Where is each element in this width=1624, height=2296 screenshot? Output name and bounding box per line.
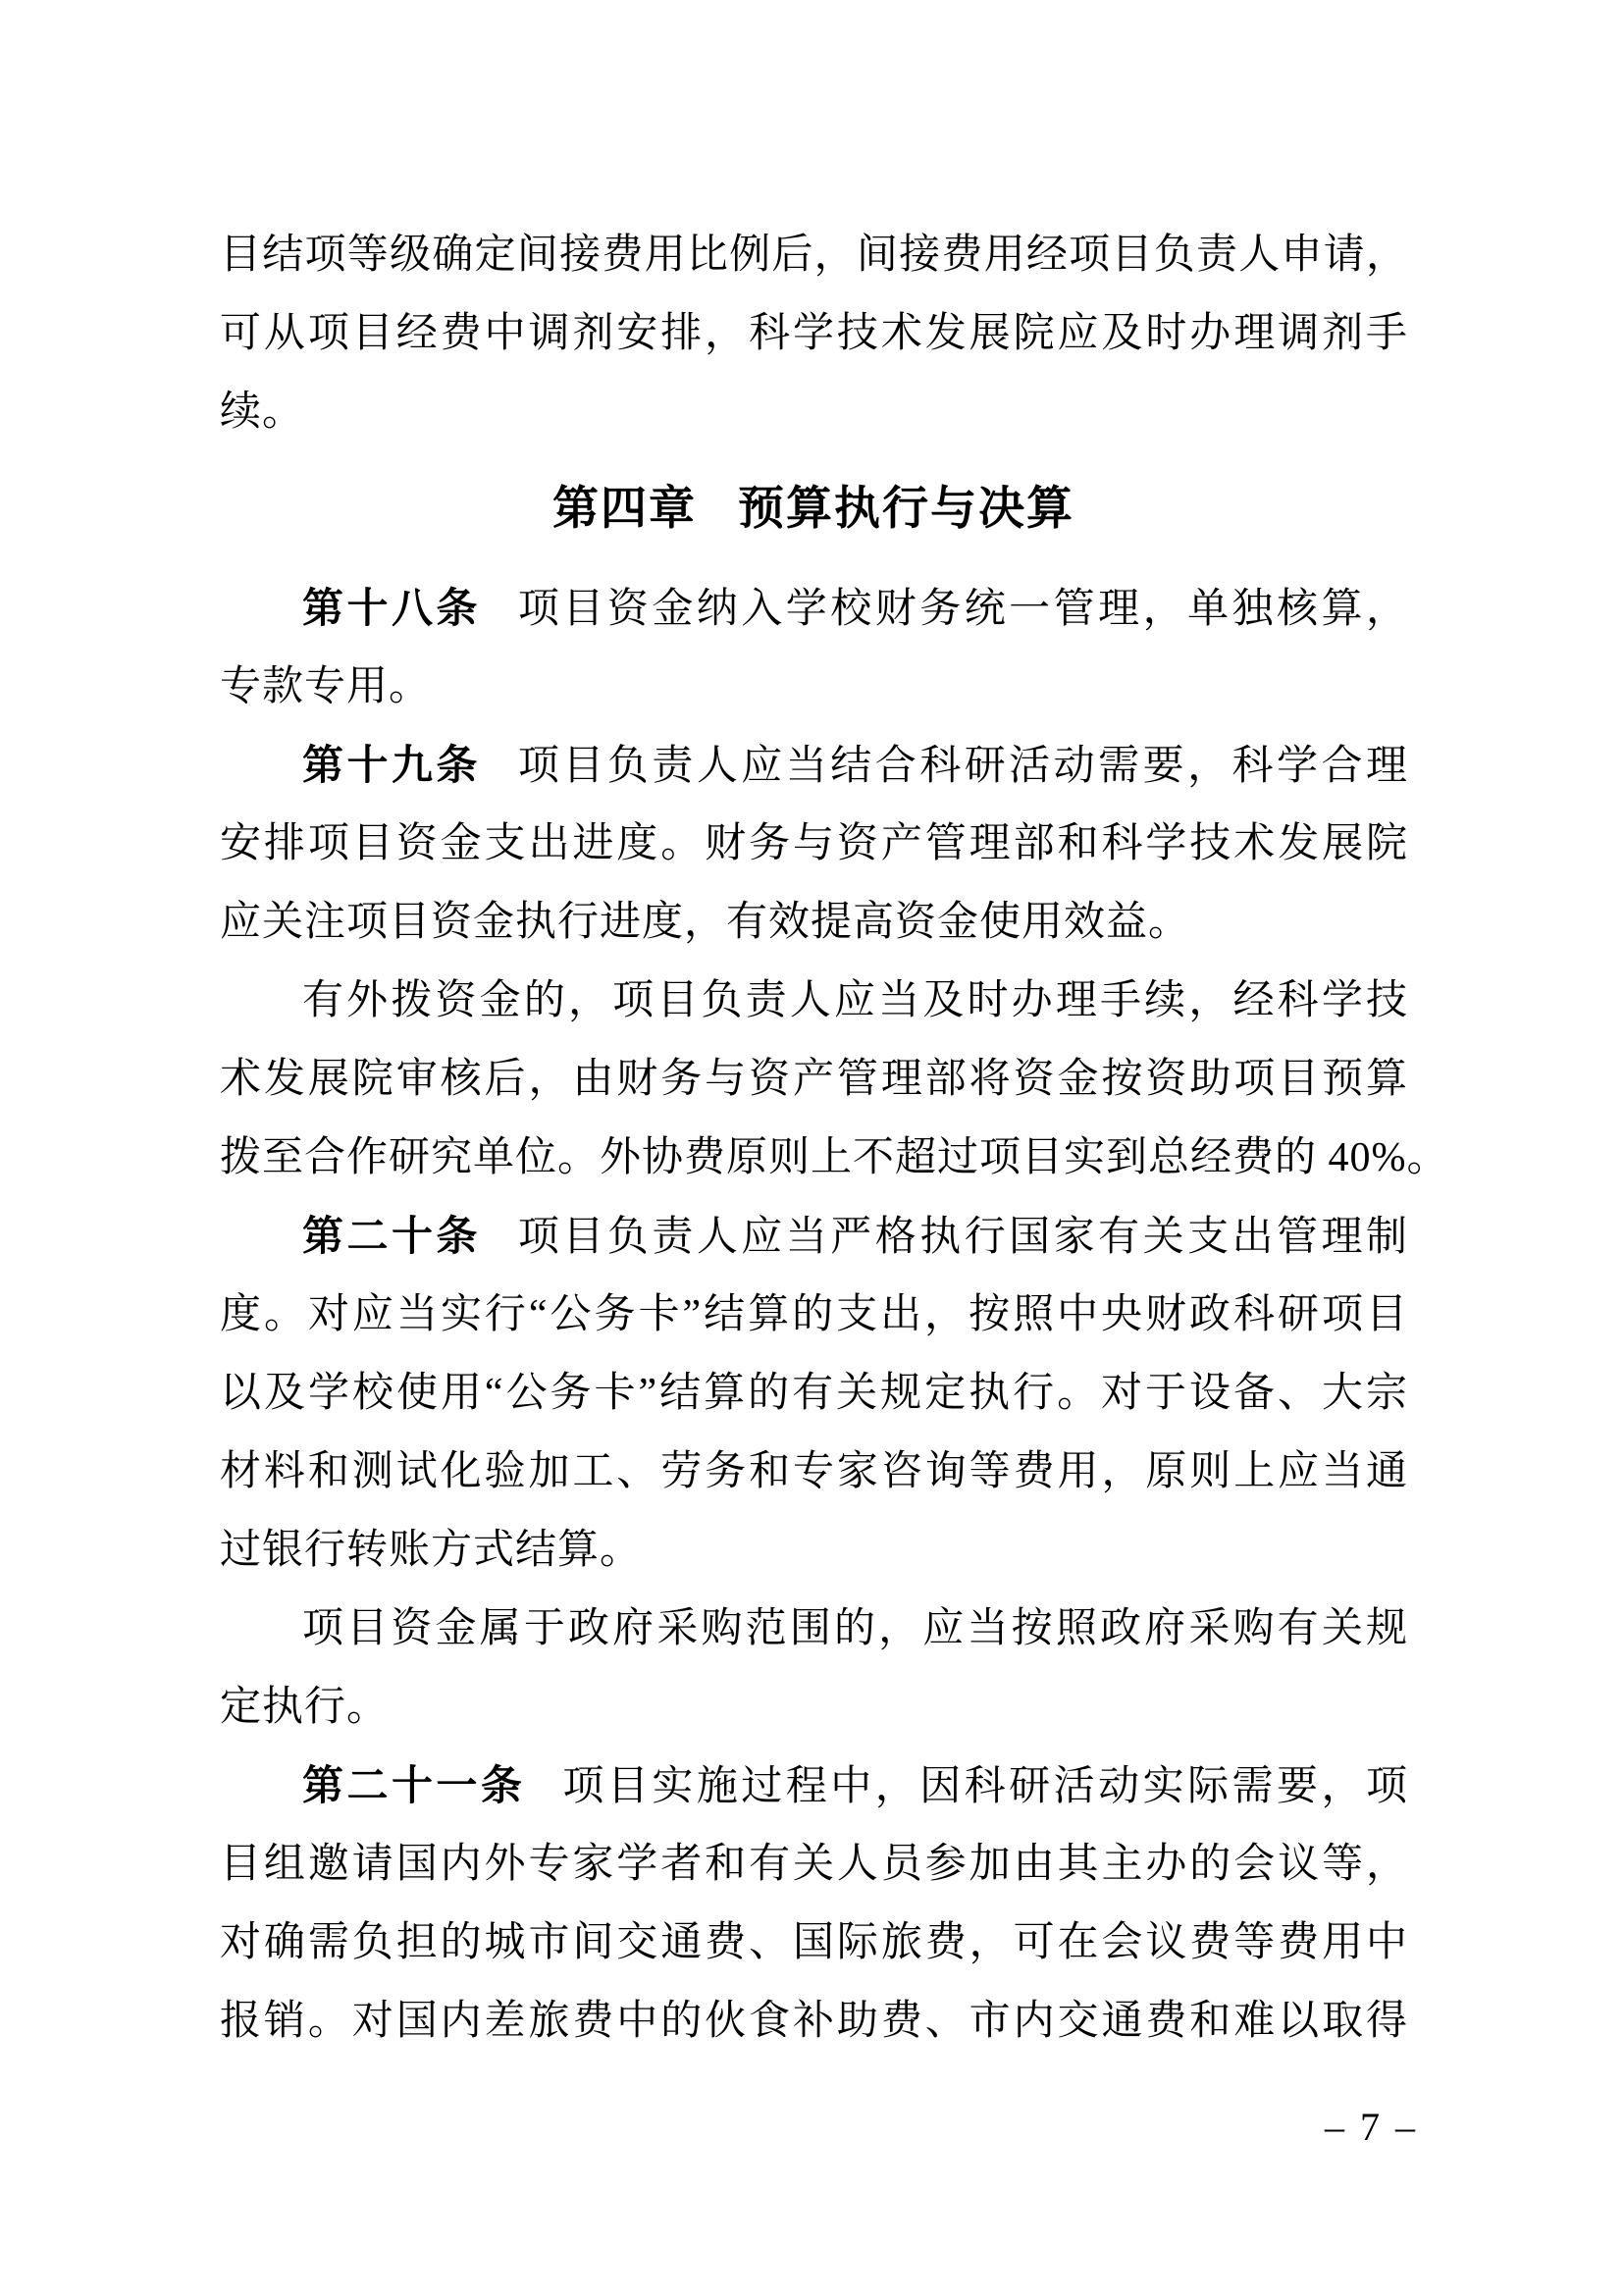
text-line <box>220 1354 1407 1433</box>
article-number-term: 第二十条 <box>302 1213 481 1259</box>
line-text: 有外拨资金的，项目负责人应当及时办理手续，经科学技 <box>302 978 1407 1023</box>
line-text: 应关注项目资金执行进度，有效提高资金使用效益。 <box>220 900 1191 945</box>
line-text: 材料和测试化验加工、劳务和专家咨询等费用，原则上应当通 <box>220 1449 1407 1494</box>
line-text: 过银行转账方式结算。 <box>220 1528 643 1573</box>
paragraph-lines-before-heading <box>220 216 1407 451</box>
text-line <box>220 1276 1407 1354</box>
page-number: – 7 – <box>1325 2105 1418 2149</box>
chapter-heading <box>220 469 1407 548</box>
text-line <box>220 1904 1407 1982</box>
line-text: 以及学校使用“公务卡”结算的有关规定执行。对于设备、大宗 <box>220 1371 1407 1416</box>
line-text: 度。对应当实行“公务卡”结算的支出，按照中央财政科研项目 <box>220 1292 1407 1337</box>
text-line <box>220 1197 1407 1276</box>
text-line <box>220 294 1407 373</box>
line-text: 术发展院审核后，由财务与资产管理部将资金按资助项目预算 <box>220 1057 1407 1102</box>
text-line <box>220 1982 1407 2061</box>
article-number-term: 第二十一条 <box>302 1762 526 1808</box>
line-text: 项目资金属于政府采购范围的，应当按照政府采购有关规 <box>302 1606 1407 1651</box>
line-text: 目结项等级确定间接费用比例后，间接费用经项目负责人申请， <box>220 233 1407 278</box>
line-text: 定执行。 <box>220 1685 390 1730</box>
line-text: 拨至合作研究单位。外协费原则上不超过项目实到总经费的 40%。 <box>220 1135 1449 1180</box>
line-text: 对确需负担的城市间交通费、国际旅费，可在会议费等费用中 <box>220 1920 1407 1965</box>
text-line <box>220 1040 1407 1119</box>
line-text: 项目负责人应当结合科研活动需要，科学合理 <box>517 744 1407 789</box>
line-text: 可从项目经费中调剂安排，科学技术发展院应及时办理调剂手 <box>220 311 1407 356</box>
line-text: 续。 <box>220 390 305 435</box>
text-line <box>220 216 1407 294</box>
line-text: 目组邀请国内外专家学者和有关人员参加由其主办的会议等， <box>220 1842 1407 1887</box>
line-text: 项目资金纳入学校财务统一管理，单独核算， <box>517 587 1407 632</box>
line-text: 项目负责人应当严格执行国家有关支出管理制 <box>517 1215 1407 1260</box>
article-number-term: 第十八条 <box>302 585 481 631</box>
line-text: 项目实施过程中，因科研活动实际需要，项 <box>562 1764 1407 1809</box>
paragraph-lines-after-heading <box>220 569 1449 2061</box>
line-text: 安排项目资金支出进度。财务与资产管理部和科学技术发展院 <box>220 821 1407 866</box>
chapter-number: 第四章 <box>552 482 697 534</box>
text-line <box>220 1511 1407 1590</box>
text-line <box>220 373 1407 451</box>
text-line <box>220 1590 1407 1668</box>
text-line <box>220 569 1407 648</box>
text-line <box>220 883 1407 962</box>
text-line <box>220 1747 1407 1825</box>
text-line <box>220 1825 1407 1904</box>
document-body <box>220 216 1449 2061</box>
text-line <box>220 1119 1449 1197</box>
text-line <box>220 1668 1407 1747</box>
article-number-term: 第十九条 <box>302 742 481 788</box>
line-text: 报销。对国内差旅费中的伙食补助费、市内交通费和难以取得 <box>220 1999 1407 2044</box>
line-text: 专款专用。 <box>220 664 432 709</box>
chapter-title: 预算执行与决算 <box>738 482 1074 534</box>
text-line <box>220 1433 1407 1511</box>
text-line <box>220 648 1407 726</box>
text-line <box>220 726 1407 805</box>
text-line <box>220 805 1407 883</box>
text-line <box>220 962 1407 1040</box>
